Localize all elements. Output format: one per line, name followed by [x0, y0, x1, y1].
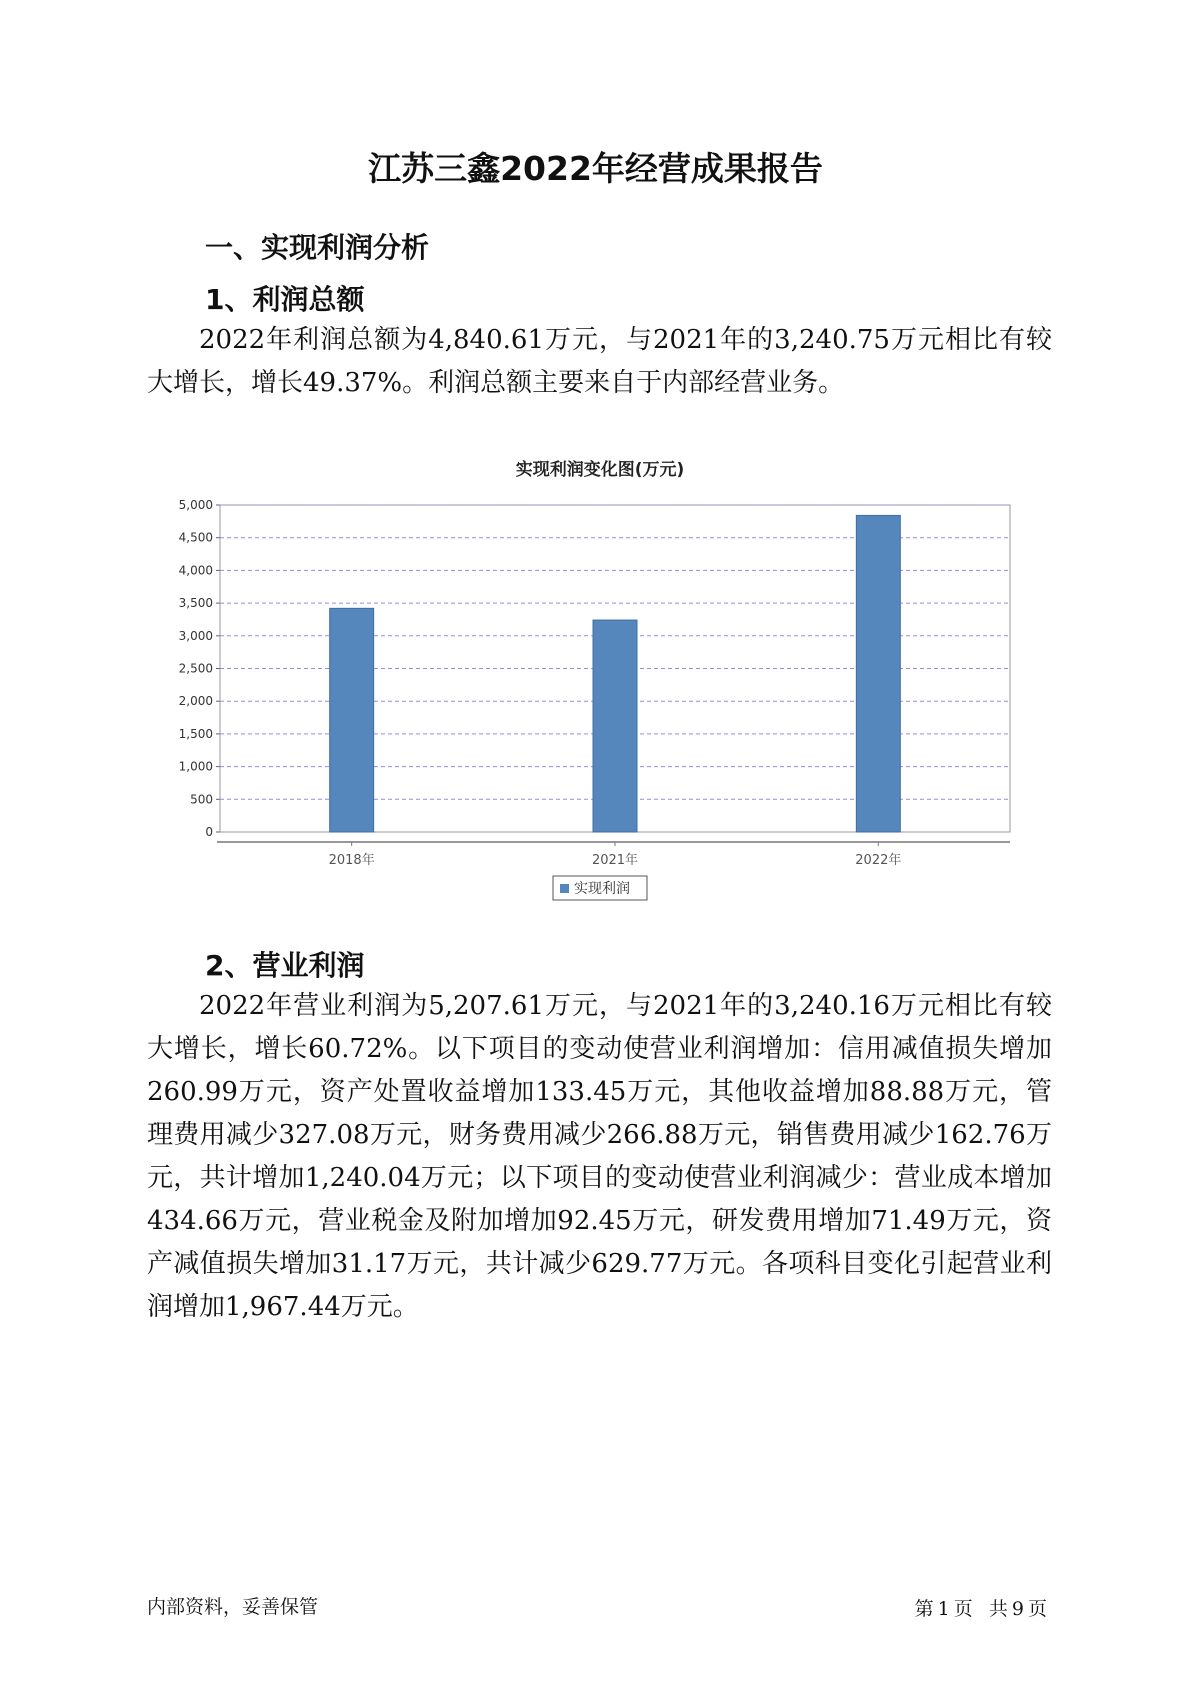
page-label: 共 [988, 1598, 1008, 1620]
y-tick-label: 2,500 [178, 661, 213, 676]
y-tick-label: 1,000 [178, 759, 213, 774]
y-tick-label: 1,500 [178, 726, 213, 741]
y-tick-label: 500 [190, 792, 213, 807]
bar-2 [593, 620, 637, 832]
page-label: 页 [953, 1598, 973, 1620]
paragraph-operating-profit: 2022年营业利润为5,207.61万元，与2021年的3,240.16万元相比有较大增长，增长60.72%。以下项目的变动使营业利润增加：信用减值损失增加260.99万元，资产处置收益增加133.45万元，其他收益增加88.88万元，管理费用减少327.08万元，财务费用减少266.88万元，销售费用减少162.76万元，共计增加1,240.04万元；以下项目的变动使营业利润减少：营业成本增加434.66万元，营业税金及附加增加92.45万元，研发费用增加71.49万元，资产减值损失增加31.17万元，共计减少629.77万元。各项科目变化引起营业利润增加1,967.44万元。 [147, 991, 1052, 1322]
bar-3 [856, 515, 900, 832]
y-tick-label: 3,500 [178, 596, 213, 611]
chart-title: 实现利润变化图(万元) [515, 460, 685, 480]
y-tick-label: 0 [205, 825, 213, 839]
y-tick-label: 2,000 [178, 694, 213, 709]
page-label: 页 [1027, 1598, 1047, 1620]
subsection-heading-operating-profit: 2、营业利润 [205, 949, 365, 982]
chart-svg [160, 450, 1040, 910]
x-tick-label: 2022年 [855, 853, 902, 868]
page-label: 第 [914, 1598, 934, 1620]
section-heading-profit-analysis: 一、实现利润分析 [205, 231, 430, 264]
paragraph-total-profit: 2022年利润总额为4,840.61万元，与2021年的3,240.75万元相比有较大增长，增长49.37%。利润总额主要来自于内部经营业务。 [147, 325, 1052, 398]
page-current: 1 [937, 1598, 950, 1620]
profit-bar-chart [160, 450, 1040, 910]
x-tick-label: 2021年 [591, 853, 639, 868]
subsection-heading-total-profit: 1、利润总额 [205, 283, 365, 316]
y-tick-label: 5,000 [178, 498, 213, 512]
y-tick-label: 4,500 [178, 530, 213, 545]
page-title: 江苏三鑫2022年经营成果报告 [368, 149, 823, 188]
x-tick-label: 2018年 [328, 853, 375, 868]
y-tick-label: 3,000 [178, 628, 213, 643]
footer-confidential-note: 内部资料，妥善保管 [147, 1596, 319, 1618]
legend-swatch [560, 884, 569, 893]
y-tick-label: 4,000 [178, 563, 213, 578]
bar-1 [330, 608, 374, 832]
footer-page-number [913, 1594, 1049, 1621]
legend-label: 实现利润 [574, 881, 630, 897]
page-total: 9 [1011, 1598, 1024, 1620]
